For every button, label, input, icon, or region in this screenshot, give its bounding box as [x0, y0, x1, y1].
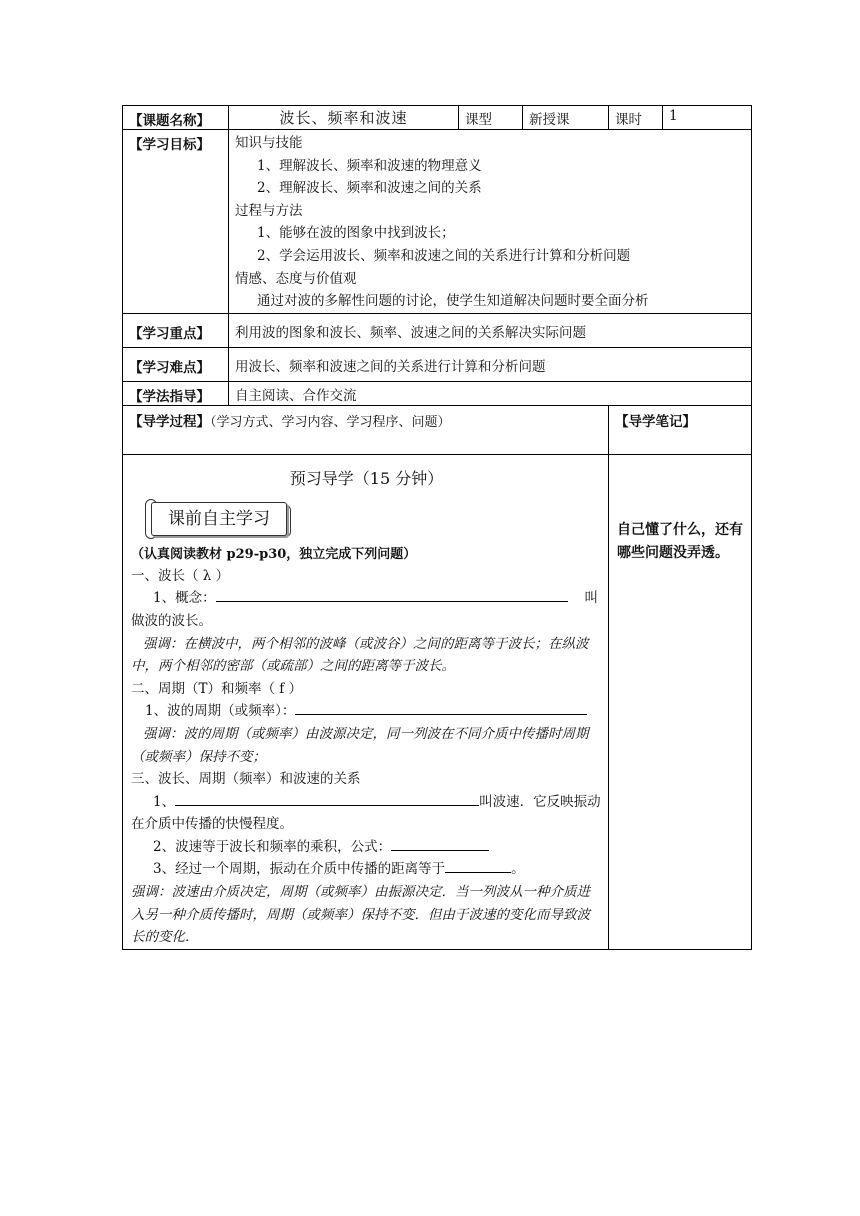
section-2-emphasis: 强调：波的周期（或频率）由波源决定，同一列波在不同介质中传播时周期（或频率）保持不变；: [131, 725, 589, 765]
speed-item: [131, 791, 602, 814]
period-blank[interactable]: [295, 700, 587, 715]
method-text: 自主阅读、合作交流: [229, 381, 752, 405]
concept-suffix: 叫: [584, 590, 598, 607]
reading-instruction: （认真阅读教材 p29-p30，独立完成下列问题）: [131, 546, 417, 562]
objectives-row: [123, 130, 752, 314]
concept-continuation: 做波的波长。: [131, 612, 212, 629]
process-label: 【导学过程】: [129, 413, 210, 430]
formula-blank[interactable]: [391, 836, 489, 851]
objective-heading: 过程与方法: [235, 202, 303, 219]
type-label: 课型: [459, 106, 523, 130]
distance-blank[interactable]: [445, 858, 511, 873]
topic-title: 波长、频率和波速: [229, 106, 459, 130]
preview-content: [123, 454, 609, 949]
concept-blank[interactable]: [216, 587, 568, 602]
process-desc: （学习方式、学习内容、学习程序、问题）: [210, 414, 451, 430]
key-point-label: 【学习重点】: [123, 313, 229, 347]
difficulty-text: 用波长、频率和波速之间的关系进行计算和分析问题: [229, 347, 752, 381]
process-header-row: [123, 405, 752, 454]
objective-item: 通过对波的多解性问题的讨论，使学生知道解决问题时要全面分析: [257, 293, 649, 310]
distance-item: [131, 858, 602, 881]
objective-item: 1、能够在波的图象中找到波长；: [257, 225, 455, 242]
period-prefix: 1、波的周期（或频率）：: [145, 703, 296, 720]
formula-prefix: 2、波速等于波长和频率的乘积，公式：: [153, 838, 392, 855]
period-value: 1: [663, 106, 752, 130]
key-point-row: [123, 313, 752, 347]
section-2-title: 二、周期（T）和频率（ f ）: [131, 680, 303, 697]
side-note: 自己懂了什么，还有哪些问题没弄透。: [609, 454, 752, 949]
formula-item: [131, 836, 602, 859]
type-value: 新授课: [523, 106, 609, 130]
objective-heading: 情感、态度与价值观: [235, 270, 357, 287]
difficulty-label: 【学习难点】: [123, 347, 229, 381]
key-point-text: 利用波的图象和波长、频率、波速之间的关系解决实际问题: [229, 313, 752, 347]
notes-label: 【导学笔记】: [609, 405, 752, 454]
section-3-title: 三、波长、周期（频率）和波速的关系: [131, 771, 361, 788]
banner-text: 课前自主学习: [151, 502, 287, 536]
distance-prefix: 3、经过一个周期，振动在介质中传播的距离等于: [153, 861, 446, 878]
section-3-emphasis: 强调：波速由介质决定，周期（或频率）由振源决定．当一列波从一种介质进入另一种介质传播时，周期（或频率）保持不变．但由于波速的变化而导致波长的变化．: [131, 884, 590, 946]
lesson-plan-table: [122, 105, 752, 950]
speed-continuation: 在介质中传播的快慢程度。: [131, 816, 293, 833]
method-row: [123, 381, 752, 405]
section-1-title: 一、波长（ λ ）: [131, 567, 230, 584]
preview-row: [123, 454, 752, 949]
period-label: 课时: [609, 106, 663, 130]
difficulty-row: [123, 347, 752, 381]
objective-item: 1、理解波长、频率和波速的物理意义: [257, 157, 482, 174]
topic-row: [123, 106, 752, 130]
process-header: [123, 405, 609, 454]
objectives-content: [229, 130, 752, 314]
method-label: 【学法指导】: [123, 381, 229, 405]
distance-suffix: 。: [511, 861, 525, 878]
period-item: [131, 700, 602, 723]
wavelength-concept: [131, 587, 602, 610]
objective-item: 2、学会运用波长、频率和波速之间的关系进行计算和分析问题: [257, 247, 631, 264]
speed-prefix: 1、: [153, 793, 176, 810]
objective-heading: 知识与技能: [235, 135, 303, 151]
preview-title: 预习导学（15 分钟）: [289, 468, 444, 488]
speed-suffix: 叫波速．它反映振动: [479, 793, 601, 810]
speed-blank[interactable]: [175, 791, 479, 806]
scroll-banner: [145, 499, 291, 539]
objective-item: 2、理解波长、频率和波速之间的关系: [257, 180, 482, 197]
topic-label: 【课题名称】: [123, 106, 229, 130]
objectives-label: 【学习目标】: [123, 130, 229, 314]
section-1-emphasis: 强调：在横波中，两个相邻的波峰（或波谷）之间的距离等于波长；在纵波中，两个相邻的密部（或疏部）之间的距离等于波长。: [131, 635, 589, 675]
concept-prefix: 1、概念：: [153, 590, 216, 607]
